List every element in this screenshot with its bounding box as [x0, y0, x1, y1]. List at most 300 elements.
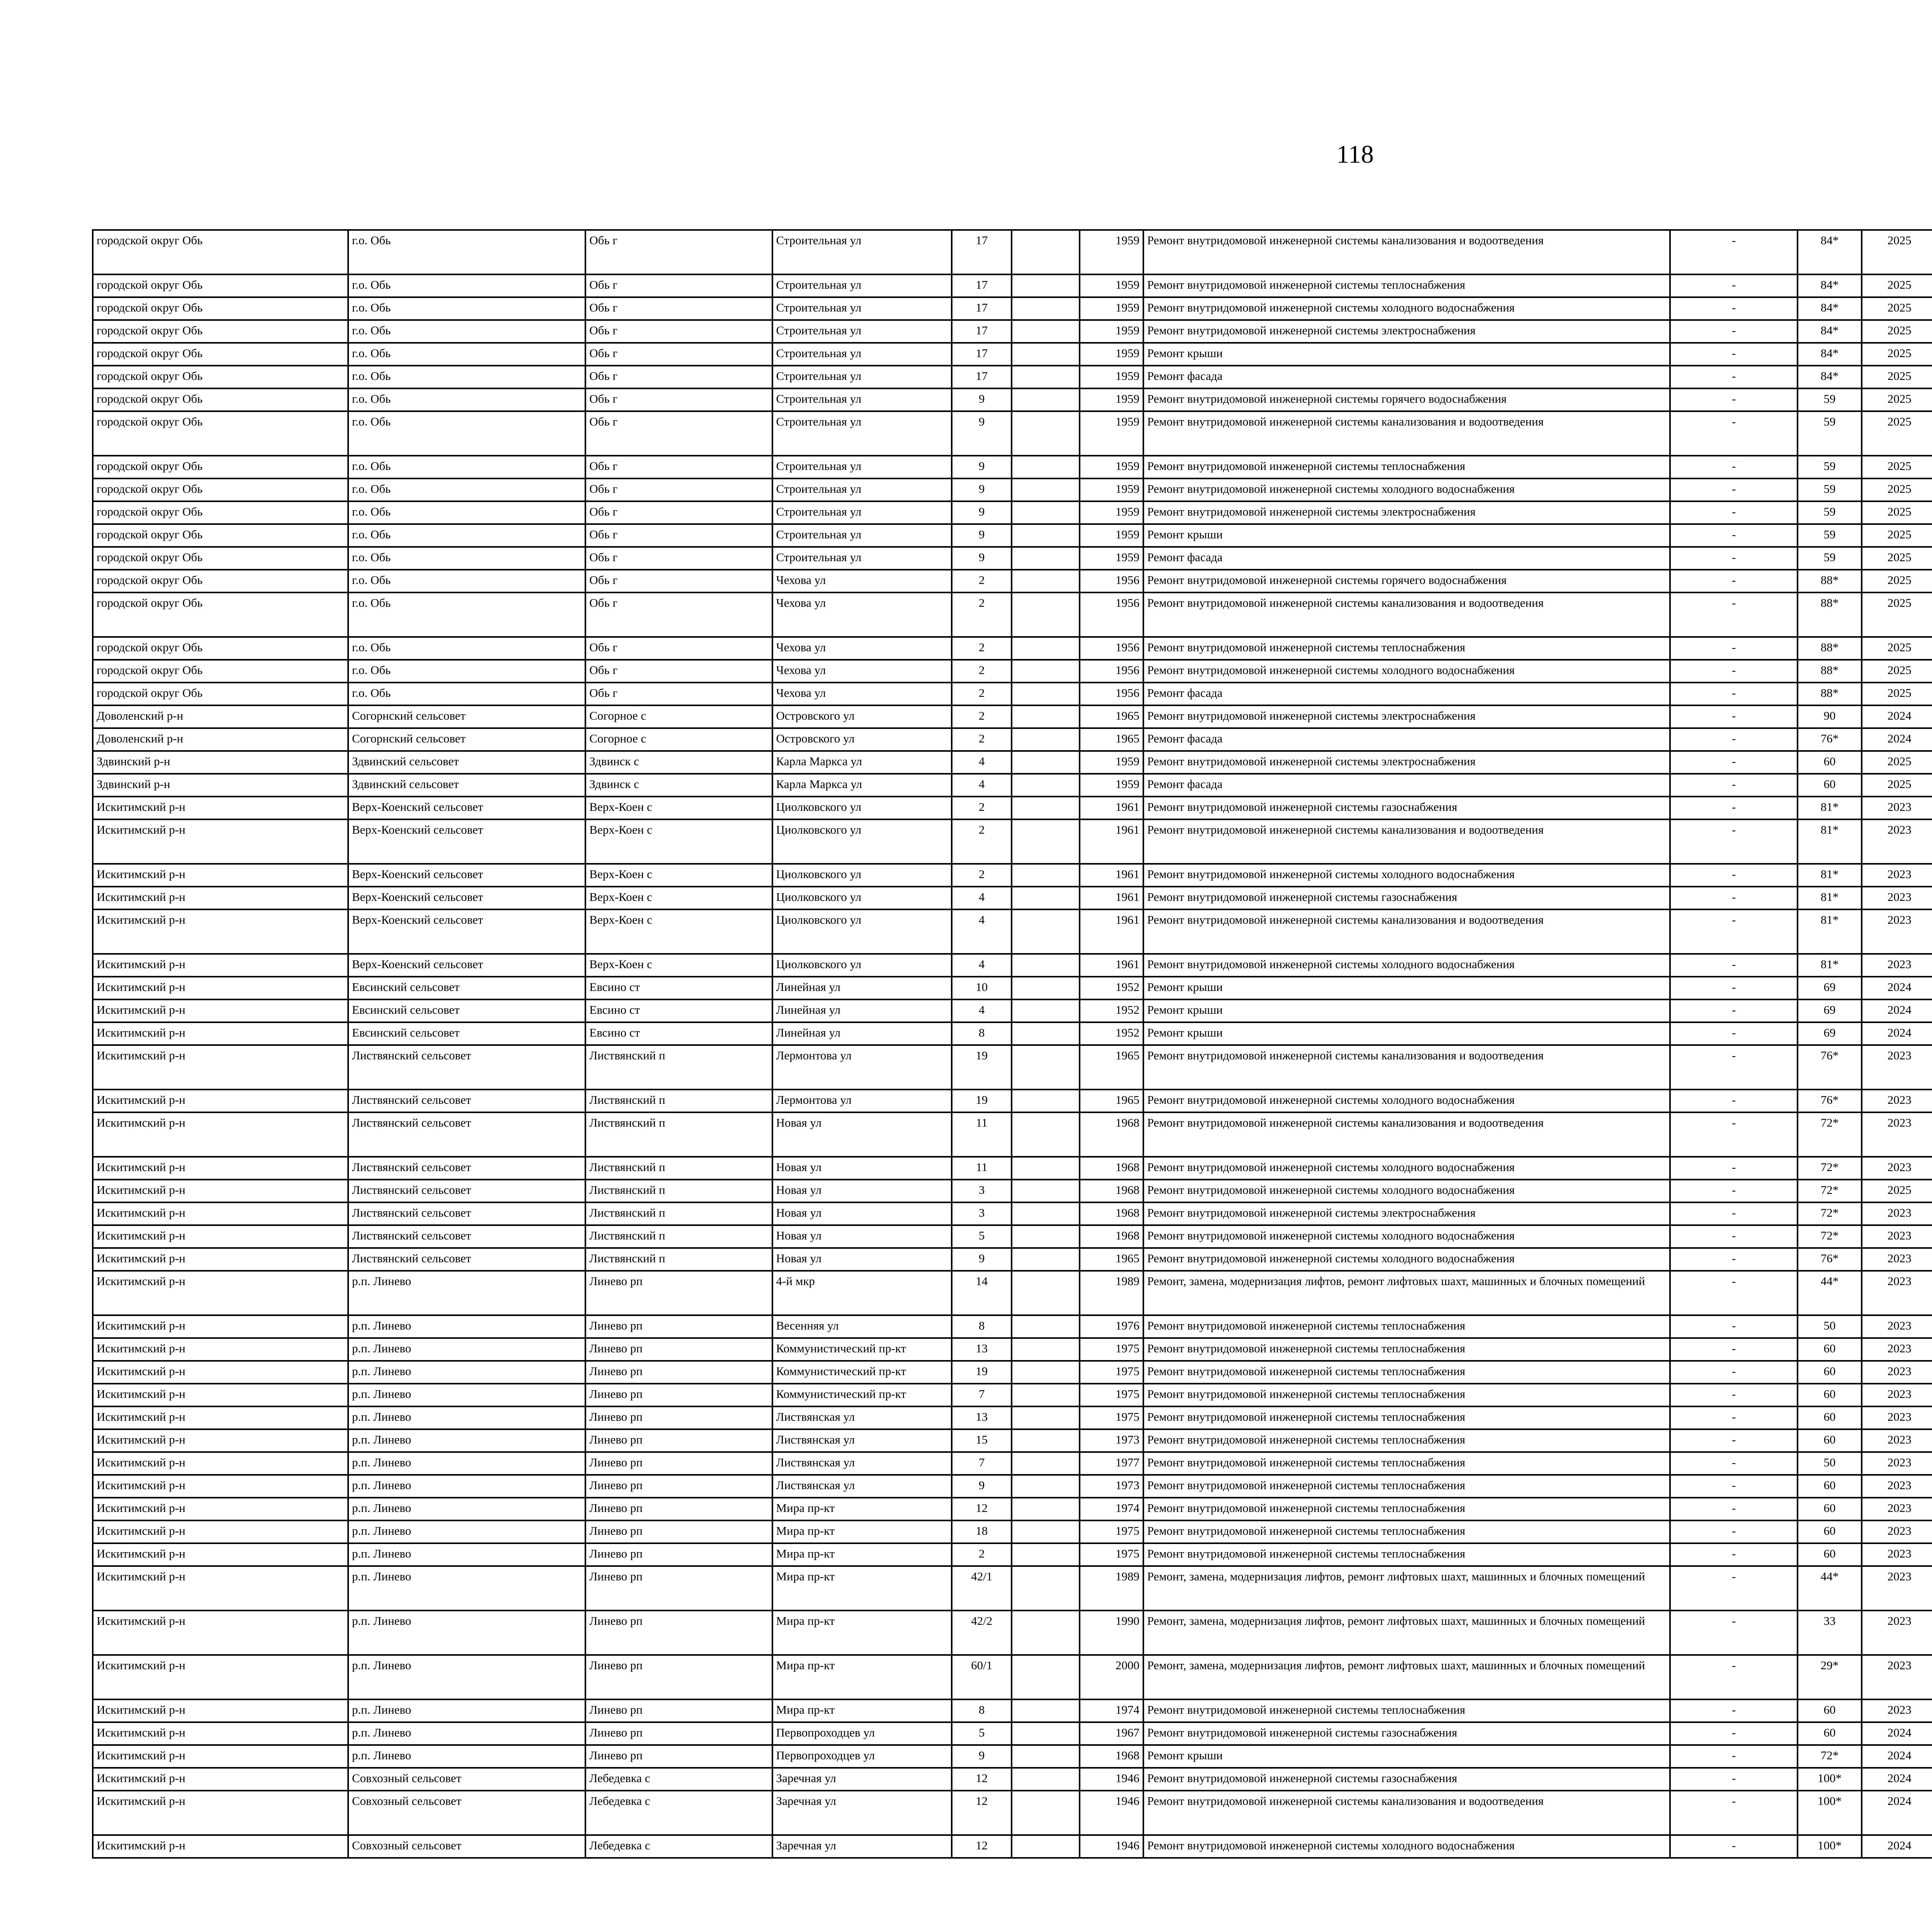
cell-street: Строительная ул	[772, 343, 952, 366]
cell-settlement: Обь г	[585, 660, 772, 683]
cell-building	[1012, 954, 1080, 977]
cell-district: городской округ Обь	[93, 343, 348, 366]
cell-year-built: 1975	[1080, 1543, 1143, 1566]
cell-work-type: Ремонт внутридомовой инженерной системы теплоснабжения	[1143, 1406, 1670, 1429]
table-row	[93, 1475, 1932, 1498]
cell-plan-start: 2023	[1862, 1202, 1932, 1225]
cell-year-built: 1965	[1080, 1090, 1143, 1112]
cell-plan-start: 2023	[1862, 1498, 1932, 1520]
cell-year-built: 1990	[1080, 1611, 1143, 1655]
cell-district: Искитимский р-н	[93, 1429, 348, 1452]
cell-material-wall: -	[1670, 1611, 1798, 1655]
cell-plan-start: 2023	[1862, 1271, 1932, 1315]
cell-material-wall: -	[1670, 1315, 1798, 1338]
cell-municipality: г.о. Обь	[348, 456, 585, 478]
cell-material-wall: -	[1670, 1566, 1798, 1611]
cell-street: Листвянская ул	[772, 1429, 952, 1452]
cell-work-type: Ремонт внутридомовой инженерной системы теплоснабжения	[1143, 1543, 1670, 1566]
table-row	[93, 1406, 1932, 1429]
table-row	[93, 909, 1932, 954]
cell-house: 4	[952, 909, 1012, 954]
cell-municipality: р.п. Линево	[348, 1611, 585, 1655]
cell-house: 4	[952, 887, 1012, 909]
cell-material-wall: -	[1670, 1271, 1798, 1315]
cell-year-built: 1952	[1080, 1022, 1143, 1045]
cell-wear-percent: 60	[1798, 1498, 1861, 1520]
cell-district: Искитимский р-н	[93, 1315, 348, 1338]
cell-material-wall: -	[1670, 1791, 1798, 1835]
cell-year-built: 1965	[1080, 705, 1143, 728]
cell-work-type: Ремонт внутридомовой инженерной системы канализования и водоотведения	[1143, 1045, 1670, 1090]
cell-street: Новая ул	[772, 1225, 952, 1248]
cell-settlement: Обь г	[585, 478, 772, 501]
table-row	[93, 683, 1932, 705]
table-row	[93, 774, 1932, 797]
cell-work-type: Ремонт внутридомовой инженерной системы канализования и водоотведения	[1143, 411, 1670, 456]
cell-plan-start: 2023	[1862, 1452, 1932, 1475]
table-row	[93, 660, 1932, 683]
table-row	[93, 388, 1932, 411]
cell-work-type: Ремонт внутридомовой инженерной системы холодного водоснабжения	[1143, 478, 1670, 501]
cell-work-type: Ремонт внутридомовой инженерной системы теплоснабжения	[1143, 456, 1670, 478]
cell-settlement: Евсино ст	[585, 977, 772, 999]
cell-house: 17	[952, 230, 1012, 274]
cell-building	[1012, 1475, 1080, 1498]
cell-street: Линейная ул	[772, 999, 952, 1022]
cell-material-wall: -	[1670, 1768, 1798, 1791]
cell-settlement: Обь г	[585, 343, 772, 366]
cell-house: 3	[952, 1180, 1012, 1202]
cell-building	[1012, 1202, 1080, 1225]
cell-street: Карла Маркса ул	[772, 751, 952, 774]
cell-work-type: Ремонт внутридомовой инженерной системы теплоснабжения	[1143, 1699, 1670, 1722]
cell-work-type: Ремонт внутридомовой инженерной системы холодного водоснабжения	[1143, 1090, 1670, 1112]
cell-district: Искитимский р-н	[93, 1611, 348, 1655]
cell-building	[1012, 864, 1080, 887]
cell-work-type: Ремонт внутридомовой инженерной системы теплоснабжения	[1143, 1315, 1670, 1338]
cell-district: Искитимский р-н	[93, 1566, 348, 1611]
cell-year-built: 1959	[1080, 343, 1143, 366]
cell-street: Циолковского ул	[772, 887, 952, 909]
cell-work-type: Ремонт внутридомовой инженерной системы холодного водоснабжения	[1143, 1248, 1670, 1271]
cell-municipality: г.о. Обь	[348, 320, 585, 343]
cell-material-wall: -	[1670, 547, 1798, 570]
cell-settlement: Листвянский п	[585, 1202, 772, 1225]
cell-house: 18	[952, 1520, 1012, 1543]
cell-street: Строительная ул	[772, 388, 952, 411]
cell-settlement: Лебедевка с	[585, 1768, 772, 1791]
cell-year-built: 1959	[1080, 478, 1143, 501]
cell-district: Искитимский р-н	[93, 1835, 348, 1858]
cell-house: 2	[952, 1543, 1012, 1566]
cell-house: 9	[952, 388, 1012, 411]
cell-material-wall: -	[1670, 999, 1798, 1022]
cell-wear-percent: 60	[1798, 1384, 1861, 1406]
cell-street: Заречная ул	[772, 1835, 952, 1858]
cell-year-built: 1968	[1080, 1225, 1143, 1248]
cell-municipality: р.п. Линево	[348, 1361, 585, 1384]
table-row	[93, 1429, 1932, 1452]
table-row	[93, 864, 1932, 887]
cell-material-wall: -	[1670, 1180, 1798, 1202]
cell-municipality: г.о. Обь	[348, 570, 585, 592]
cell-settlement: Обь г	[585, 570, 772, 592]
cell-building	[1012, 1090, 1080, 1112]
cell-district: Искитимский р-н	[93, 1090, 348, 1112]
cell-material-wall: -	[1670, 1475, 1798, 1498]
cell-settlement: Обь г	[585, 388, 772, 411]
cell-house: 19	[952, 1090, 1012, 1112]
table-row	[93, 1655, 1932, 1699]
cell-plan-start: 2024	[1862, 1722, 1932, 1745]
cell-municipality: Евсинский сельсовет	[348, 1022, 585, 1045]
cell-building	[1012, 887, 1080, 909]
cell-street: Строительная ул	[772, 366, 952, 388]
cell-district: Искитимский р-н	[93, 1225, 348, 1248]
cell-house: 9	[952, 411, 1012, 456]
table-row	[93, 1338, 1932, 1361]
cell-house: 11	[952, 1112, 1012, 1157]
cell-settlement: Линево рп	[585, 1406, 772, 1429]
cell-wear-percent: 59	[1798, 388, 1861, 411]
cell-street: 4-й мкр	[772, 1271, 952, 1315]
cell-building	[1012, 819, 1080, 864]
cell-house: 19	[952, 1045, 1012, 1090]
cell-wear-percent: 72*	[1798, 1180, 1861, 1202]
cell-material-wall: -	[1670, 977, 1798, 999]
cell-plan-start: 2024	[1862, 705, 1932, 728]
table-row	[93, 1157, 1932, 1180]
cell-district: Искитимский р-н	[93, 1202, 348, 1225]
cell-building	[1012, 705, 1080, 728]
cell-plan-start: 2024	[1862, 1768, 1932, 1791]
table-row	[93, 977, 1932, 999]
cell-wear-percent: 72*	[1798, 1157, 1861, 1180]
cell-municipality: р.п. Линево	[348, 1543, 585, 1566]
cell-year-built: 1975	[1080, 1406, 1143, 1429]
cell-plan-start: 2025	[1862, 320, 1932, 343]
cell-district: Искитимский р-н	[93, 797, 348, 819]
cell-material-wall: -	[1670, 1655, 1798, 1699]
cell-work-type: Ремонт крыши	[1143, 999, 1670, 1022]
cell-material-wall: -	[1670, 909, 1798, 954]
cell-plan-start: 2023	[1862, 954, 1932, 977]
cell-municipality: г.о. Обь	[348, 230, 585, 274]
cell-material-wall: -	[1670, 388, 1798, 411]
cell-building	[1012, 1791, 1080, 1835]
cell-municipality: р.п. Линево	[348, 1498, 585, 1520]
cell-house: 9	[952, 501, 1012, 524]
cell-material-wall: -	[1670, 774, 1798, 797]
cell-street: Мира пр-кт	[772, 1566, 952, 1611]
cell-building	[1012, 1520, 1080, 1543]
cell-wear-percent: 60	[1798, 1699, 1861, 1722]
cell-work-type: Ремонт внутридомовой инженерной системы теплоснабжения	[1143, 1429, 1670, 1452]
cell-year-built: 1961	[1080, 887, 1143, 909]
cell-settlement: Обь г	[585, 637, 772, 660]
cell-year-built: 1959	[1080, 388, 1143, 411]
cell-building	[1012, 501, 1080, 524]
cell-building	[1012, 1315, 1080, 1338]
cell-plan-start: 2025	[1862, 230, 1932, 274]
table-row	[93, 1202, 1932, 1225]
cell-plan-start: 2023	[1862, 819, 1932, 864]
cell-work-type: Ремонт крыши	[1143, 343, 1670, 366]
cell-work-type: Ремонт фасада	[1143, 728, 1670, 751]
table-row	[93, 1835, 1932, 1858]
cell-wear-percent: 72*	[1798, 1225, 1861, 1248]
cell-municipality: Листвянский сельсовет	[348, 1157, 585, 1180]
cell-material-wall: -	[1670, 274, 1798, 297]
cell-district: городской округ Обь	[93, 660, 348, 683]
cell-municipality: р.п. Линево	[348, 1271, 585, 1315]
cell-municipality: Листвянский сельсовет	[348, 1225, 585, 1248]
cell-district: Искитимский р-н	[93, 887, 348, 909]
cell-wear-percent: 59	[1798, 501, 1861, 524]
cell-building	[1012, 774, 1080, 797]
cell-plan-start: 2024	[1862, 1022, 1932, 1045]
cell-work-type: Ремонт внутридомовой инженерной системы газоснабжения	[1143, 887, 1670, 909]
cell-settlement: Линево рп	[585, 1338, 772, 1361]
cell-district: Искитимский р-н	[93, 999, 348, 1022]
cell-year-built: 1956	[1080, 570, 1143, 592]
cell-settlement: Линево рп	[585, 1271, 772, 1315]
cell-house: 2	[952, 797, 1012, 819]
cell-district: Искитимский р-н	[93, 909, 348, 954]
cell-district: городской округ Обь	[93, 274, 348, 297]
cell-wear-percent: 60	[1798, 774, 1861, 797]
cell-house: 2	[952, 683, 1012, 705]
cell-municipality: Здвинский сельсовет	[348, 774, 585, 797]
cell-plan-start: 2023	[1862, 1045, 1932, 1090]
cell-material-wall: -	[1670, 1835, 1798, 1858]
table-row	[93, 1791, 1932, 1835]
cell-year-built: 2000	[1080, 1655, 1143, 1699]
cell-municipality: р.п. Линево	[348, 1429, 585, 1452]
cell-municipality: г.о. Обь	[348, 592, 585, 637]
cell-street: Строительная ул	[772, 230, 952, 274]
cell-year-built: 1959	[1080, 297, 1143, 320]
table-row	[93, 478, 1932, 501]
cell-settlement: Листвянский п	[585, 1180, 772, 1202]
cell-district: Искитимский р-н	[93, 1248, 348, 1271]
cell-settlement: Обь г	[585, 683, 772, 705]
cell-municipality: р.п. Линево	[348, 1475, 585, 1498]
cell-plan-start: 2023	[1862, 1429, 1932, 1452]
cell-building	[1012, 1225, 1080, 1248]
cell-district: городской округ Обь	[93, 388, 348, 411]
cell-year-built: 1959	[1080, 230, 1143, 274]
cell-work-type: Ремонт внутридомовой инженерной системы холодного водоснабжения	[1143, 297, 1670, 320]
cell-plan-start: 2023	[1862, 909, 1932, 954]
cell-year-built: 1952	[1080, 977, 1143, 999]
cell-building	[1012, 797, 1080, 819]
cell-house: 12	[952, 1835, 1012, 1858]
cell-street: Строительная ул	[772, 501, 952, 524]
table-row	[93, 705, 1932, 728]
cell-municipality: Совхозный сельсовет	[348, 1835, 585, 1858]
cell-municipality: Листвянский сельсовет	[348, 1090, 585, 1112]
cell-building	[1012, 1699, 1080, 1722]
cell-district: Искитимский р-н	[93, 1045, 348, 1090]
cell-building	[1012, 1429, 1080, 1452]
cell-street: Весенняя ул	[772, 1315, 952, 1338]
cell-wear-percent: 84*	[1798, 343, 1861, 366]
cell-district: Искитимский р-н	[93, 1180, 348, 1202]
cell-municipality: Верх-Коенский сельсовет	[348, 864, 585, 887]
cell-house: 3	[952, 1202, 1012, 1225]
cell-district: Искитимский р-н	[93, 1271, 348, 1315]
cell-district: городской округ Обь	[93, 592, 348, 637]
cell-material-wall: -	[1670, 297, 1798, 320]
cell-year-built: 1961	[1080, 954, 1143, 977]
cell-district: Искитимский р-н	[93, 1452, 348, 1475]
cell-settlement: Обь г	[585, 297, 772, 320]
table-row	[93, 501, 1932, 524]
cell-house: 8	[952, 1699, 1012, 1722]
cell-work-type: Ремонт крыши	[1143, 1022, 1670, 1045]
cell-year-built: 1959	[1080, 411, 1143, 456]
cell-building	[1012, 1022, 1080, 1045]
table-row	[93, 1543, 1932, 1566]
cell-district: городской округ Обь	[93, 456, 348, 478]
table-row	[93, 1271, 1932, 1315]
cell-work-type: Ремонт внутридомовой инженерной системы электроснабжения	[1143, 1202, 1670, 1225]
cell-material-wall: -	[1670, 1406, 1798, 1429]
cell-wear-percent: 72*	[1798, 1745, 1861, 1768]
cell-plan-start: 2023	[1862, 887, 1932, 909]
cell-plan-start: 2023	[1862, 1090, 1932, 1112]
cell-house: 17	[952, 274, 1012, 297]
cell-house: 2	[952, 728, 1012, 751]
cell-district: городской округ Обь	[93, 524, 348, 547]
cell-material-wall: -	[1670, 570, 1798, 592]
cell-plan-start: 2023	[1862, 1475, 1932, 1498]
cell-street: Чехова ул	[772, 683, 952, 705]
cell-work-type: Ремонт внутридомовой инженерной системы горячего водоснабжения	[1143, 570, 1670, 592]
cell-material-wall: -	[1670, 660, 1798, 683]
cell-year-built: 1975	[1080, 1361, 1143, 1384]
cell-street: Строительная ул	[772, 478, 952, 501]
cell-settlement: Линево рп	[585, 1566, 772, 1611]
cell-work-type: Ремонт внутридомовой инженерной системы газоснабжения	[1143, 1768, 1670, 1791]
cell-street: Островского ул	[772, 728, 952, 751]
cell-settlement: Евсино ст	[585, 999, 772, 1022]
cell-settlement: Листвянский п	[585, 1112, 772, 1157]
cell-year-built: 1965	[1080, 1248, 1143, 1271]
cell-municipality: Совхозный сельсовет	[348, 1791, 585, 1835]
table-row	[93, 592, 1932, 637]
cell-settlement: Линево рп	[585, 1452, 772, 1475]
cell-plan-start: 2025	[1862, 751, 1932, 774]
cell-settlement: Линево рп	[585, 1699, 772, 1722]
cell-settlement: Обь г	[585, 230, 772, 274]
cell-municipality: р.п. Линево	[348, 1655, 585, 1699]
cell-building	[1012, 320, 1080, 343]
table-row	[93, 999, 1932, 1022]
cell-year-built: 1965	[1080, 1045, 1143, 1090]
cell-municipality: р.п. Линево	[348, 1745, 585, 1768]
cell-building	[1012, 1768, 1080, 1791]
cell-district: Искитимский р-н	[93, 1745, 348, 1768]
cell-house: 2	[952, 705, 1012, 728]
cell-house: 13	[952, 1338, 1012, 1361]
cell-municipality: г.о. Обь	[348, 411, 585, 456]
table-row	[93, 320, 1932, 343]
cell-settlement: Евсино ст	[585, 1022, 772, 1045]
cell-work-type: Ремонт внутридомовой инженерной системы электроснабжения	[1143, 705, 1670, 728]
cell-settlement: Верх-Коен с	[585, 797, 772, 819]
cell-plan-start: 2023	[1862, 1699, 1932, 1722]
cell-plan-start: 2023	[1862, 1157, 1932, 1180]
cell-municipality: р.п. Линево	[348, 1722, 585, 1745]
cell-municipality: г.о. Обь	[348, 343, 585, 366]
cell-material-wall: -	[1670, 1361, 1798, 1384]
cell-house: 9	[952, 456, 1012, 478]
cell-municipality: р.п. Линево	[348, 1384, 585, 1406]
cell-municipality: г.о. Обь	[348, 366, 585, 388]
cell-wear-percent: 60	[1798, 1338, 1861, 1361]
cell-work-type: Ремонт фасада	[1143, 774, 1670, 797]
cell-district: Искитимский р-н	[93, 1338, 348, 1361]
cell-district: Искитимский р-н	[93, 864, 348, 887]
cell-settlement: Линево рп	[585, 1429, 772, 1452]
cell-material-wall: -	[1670, 1202, 1798, 1225]
cell-street: Строительная ул	[772, 456, 952, 478]
cell-district: Искитимский р-н	[93, 1722, 348, 1745]
cell-year-built: 1974	[1080, 1699, 1143, 1722]
cell-street: Карла Маркса ул	[772, 774, 952, 797]
cell-wear-percent: 33	[1798, 1611, 1861, 1655]
cell-material-wall: -	[1670, 683, 1798, 705]
cell-plan-start: 2023	[1862, 1520, 1932, 1543]
cell-year-built: 1946	[1080, 1835, 1143, 1858]
cell-year-built: 1961	[1080, 864, 1143, 887]
cell-district: Доволенский р-н	[93, 705, 348, 728]
table-row	[93, 1315, 1932, 1338]
cell-building	[1012, 1498, 1080, 1520]
cell-district: городской округ Обь	[93, 411, 348, 456]
cell-house: 4	[952, 999, 1012, 1022]
cell-building	[1012, 366, 1080, 388]
cell-material-wall: -	[1670, 1498, 1798, 1520]
cell-year-built: 1974	[1080, 1498, 1143, 1520]
cell-plan-start: 2025	[1862, 343, 1932, 366]
cell-work-type: Ремонт внутридомовой инженерной системы канализования и водоотведения	[1143, 819, 1670, 864]
capital-repair-table	[92, 229, 1932, 1859]
cell-plan-start: 2023	[1862, 1655, 1932, 1699]
cell-settlement: Листвянский п	[585, 1090, 772, 1112]
cell-material-wall: -	[1670, 456, 1798, 478]
cell-plan-start: 2023	[1862, 1112, 1932, 1157]
cell-material-wall: -	[1670, 343, 1798, 366]
cell-work-type: Ремонт фасада	[1143, 683, 1670, 705]
cell-year-built: 1959	[1080, 751, 1143, 774]
cell-district: Искитимский р-н	[93, 1022, 348, 1045]
cell-plan-start: 2023	[1862, 1225, 1932, 1248]
cell-street: Чехова ул	[772, 660, 952, 683]
table-row	[93, 524, 1932, 547]
cell-work-type: Ремонт внутридомовой инженерной системы холодного водоснабжения	[1143, 1180, 1670, 1202]
cell-street: Коммунистический пр-кт	[772, 1338, 952, 1361]
cell-settlement: Линево рп	[585, 1315, 772, 1338]
cell-building	[1012, 547, 1080, 570]
cell-wear-percent: 84*	[1798, 274, 1861, 297]
cell-year-built: 1975	[1080, 1384, 1143, 1406]
cell-building	[1012, 1722, 1080, 1745]
cell-street: Строительная ул	[772, 297, 952, 320]
cell-settlement: Верх-Коен с	[585, 909, 772, 954]
